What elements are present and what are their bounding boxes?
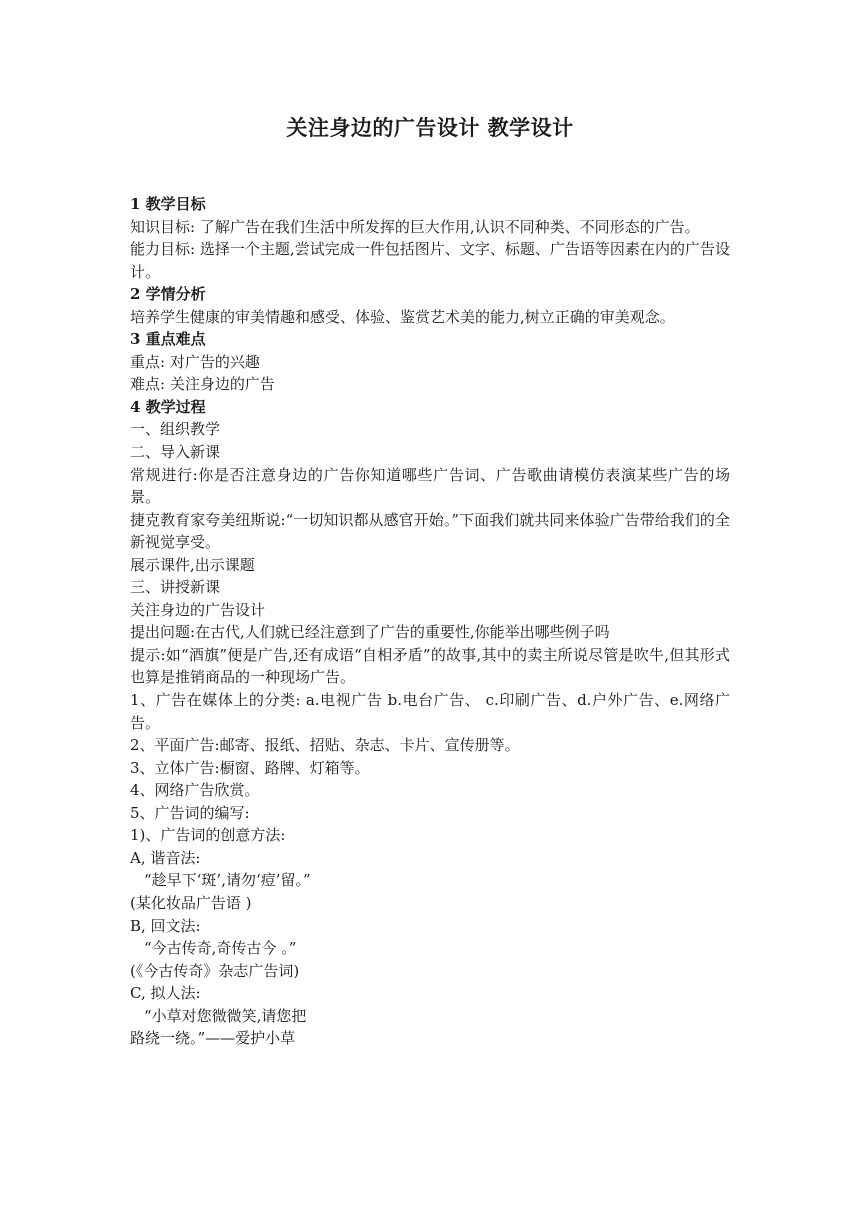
- ad-slogan-example: “小草对您微微笑,请您把: [144, 1006, 307, 1025]
- process-line: C, 拟人法:: [130, 984, 201, 1003]
- process-line: 三、讲授新课: [130, 578, 221, 597]
- learner-analysis-text: 培养学生健康的审美情趣和感受、体验、鉴赏艺术美的能力,树立正确的审美观念。: [130, 307, 675, 326]
- process-line: 一、组织教学: [130, 420, 221, 439]
- section-heading-teaching-process: 4 教学过程: [130, 397, 206, 416]
- knowledge-goal: 知识目标: 了解广告在我们生活中所发挥的巨大作用,认识不同种类、不同形态的广告。: [130, 217, 700, 236]
- process-line: 提出问题:在古代,人们就已经注意到了广告的重要性,你能举出哪些例子吗: [130, 623, 610, 642]
- process-line: 捷克教育家夸美纽斯说:“一切知识都从感官开始。”下面我们就共同来体验广告带给我们的全新视觉享受。: [130, 510, 730, 552]
- process-line: A, 谐音法:: [130, 848, 201, 867]
- process-line: 1、广告在媒体上的分类: a.电视广告 b.电台广告、 c.印刷广告、d.户外广告、e.网络广告。: [130, 691, 730, 732]
- process-line: 关注身边的广告设计: [130, 600, 266, 619]
- process-line: (《今古传奇》杂志广告词): [130, 961, 300, 980]
- process-line: 3、立体广告:橱窗、路牌、灯箱等。: [130, 758, 370, 777]
- ad-slogan-example: “今古传奇,奇传古今 。”: [144, 939, 297, 958]
- document-body: [130, 193, 730, 1050]
- process-line: 5、广告词的编写:: [130, 803, 250, 822]
- process-line: 路绕一绕。”——爱护小草: [130, 1029, 296, 1048]
- process-line: 2、平面广告:邮寄、报纸、招贴、杂志、卡片、宣传册等。: [130, 736, 520, 755]
- process-line: 常规进行:你是否注意身边的广告你知道哪些广告词、广告歌曲请模仿表演某些广告的场景。: [130, 465, 730, 507]
- process-line: 4、网络广告欣赏。: [130, 781, 260, 800]
- process-line: 展示课件,出示课题: [130, 555, 255, 574]
- section-heading-learner-analysis: 2 学情分析: [130, 285, 206, 304]
- difficult-point: 难点: 关注身边的广告: [130, 375, 275, 394]
- ad-slogan-example: “趁早下‘斑’,请勿‘痘’留。”: [144, 871, 311, 890]
- process-line: 1)、广告词的创意方法:: [130, 826, 286, 845]
- section-heading-teaching-goals: 1 教学目标: [130, 195, 206, 213]
- process-line: B, 回文法:: [130, 916, 201, 935]
- key-point: 重点: 对广告的兴趣: [130, 352, 260, 371]
- process-line: (某化妆品广告语 ): [130, 893, 252, 912]
- document-title: 关注身边的广告设计 教学设计: [286, 115, 574, 140]
- process-line: 二、导入新课: [130, 443, 221, 462]
- process-line: 提示:如“酒旗”便是广告,还有成语“自相矛盾”的故事,其中的卖主所说尽管是吹牛,但其形式也算是推销商品的一种现场广告。: [130, 645, 730, 687]
- ability-goal: 能力目标: 选择一个主题,尝试完成一件包括图片、文字、标题、广告语等因素在内的广告设计。: [130, 240, 730, 281]
- section-heading-key-points: 3 重点难点: [130, 330, 206, 349]
